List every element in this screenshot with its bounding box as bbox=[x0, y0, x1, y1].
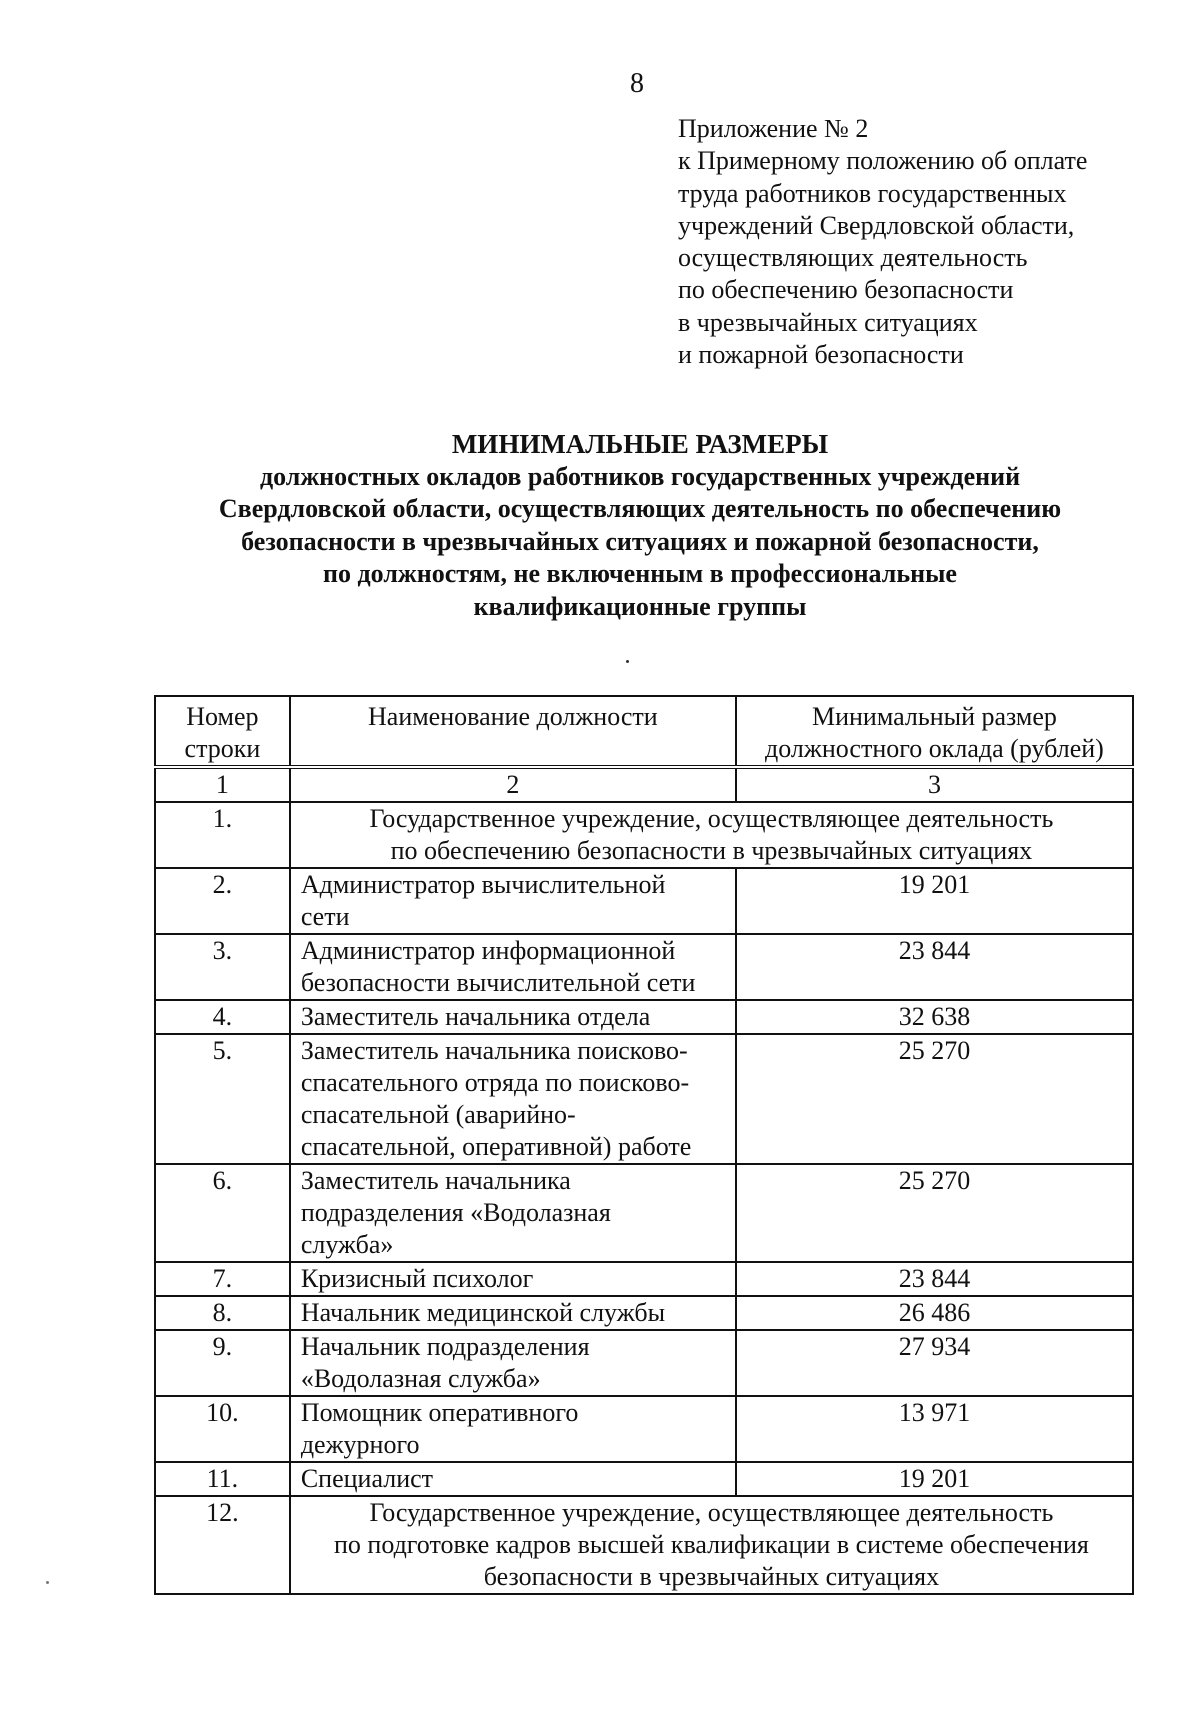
salary-value-cell: 32 638 bbox=[736, 1000, 1133, 1034]
cell-line: Администратор вычислительной bbox=[300, 870, 666, 899]
cell-line: спасательной, оперативной) работе bbox=[300, 1132, 692, 1161]
table-row bbox=[155, 1496, 1133, 1594]
position-name-cell bbox=[290, 1330, 736, 1396]
cell-line: подразделения «Водолазная bbox=[300, 1198, 611, 1227]
salary-value-cell: 25 270 bbox=[736, 1164, 1133, 1262]
table-row bbox=[155, 934, 1133, 1000]
document-title bbox=[130, 428, 1150, 623]
appendix-line: учреждений Свердловской области, bbox=[678, 210, 1075, 240]
cell-line: Администратор информационной bbox=[300, 936, 676, 965]
row-number-cell: 6. bbox=[155, 1164, 290, 1262]
table-row bbox=[155, 868, 1133, 934]
position-name-cell bbox=[290, 868, 736, 934]
header-row-number bbox=[155, 696, 290, 767]
cell-line: Начальник подразделения bbox=[300, 1332, 590, 1361]
position-name-cell bbox=[290, 1462, 736, 1496]
cell-line: Кризисный психолог bbox=[300, 1264, 534, 1293]
cell-line: Помощник оперативного bbox=[300, 1398, 579, 1427]
appendix-block bbox=[678, 113, 1087, 371]
header-text: Наименование должности bbox=[368, 702, 658, 731]
page-number: 8 bbox=[630, 68, 644, 99]
table-row bbox=[155, 1164, 1133, 1262]
table-header-row bbox=[155, 696, 1133, 767]
row-number-cell: 5. bbox=[155, 1034, 290, 1164]
row-number-cell: 12. bbox=[155, 1496, 290, 1594]
cell-line: спасательного отряда по поисково- bbox=[300, 1068, 690, 1097]
row-number-cell: 11. bbox=[155, 1462, 290, 1496]
title-line: квалификационные группы bbox=[473, 591, 807, 621]
row-number-cell: 2. bbox=[155, 868, 290, 934]
scan-speck bbox=[46, 1581, 49, 1584]
row-number-cell: 9. bbox=[155, 1330, 290, 1396]
salary-value-cell: 19 201 bbox=[736, 1462, 1133, 1496]
header-text: строки bbox=[184, 734, 261, 763]
cell-line: Государственное учреждение, осуществляющее деятельность bbox=[369, 1498, 1054, 1527]
cell-line: сети bbox=[300, 902, 350, 931]
header-text: Минимальный размер bbox=[811, 702, 1057, 731]
position-name-cell bbox=[290, 1000, 736, 1034]
index-cell: 2 bbox=[290, 767, 736, 802]
table-row bbox=[155, 802, 1133, 868]
position-name-cell bbox=[290, 934, 736, 1000]
salary-value-cell: 13 971 bbox=[736, 1396, 1133, 1462]
appendix-line: к Примерному положению об оплате bbox=[678, 146, 1088, 176]
header-text: Номер bbox=[186, 702, 259, 731]
header-min-salary bbox=[736, 696, 1133, 767]
position-name-cell bbox=[290, 1296, 736, 1330]
cell-line: Заместитель начальника отдела bbox=[300, 1002, 651, 1031]
salary-value-cell: 27 934 bbox=[736, 1330, 1133, 1396]
row-number-cell: 4. bbox=[155, 1000, 290, 1034]
index-cell: 3 bbox=[736, 767, 1133, 802]
salary-value-cell: 23 844 bbox=[736, 1262, 1133, 1296]
cell-line: служба» bbox=[300, 1230, 394, 1259]
cell-line: спасательной (аварийно- bbox=[300, 1100, 576, 1129]
cell-line: безопасности в чрезвычайных ситуациях bbox=[483, 1562, 940, 1591]
table-row bbox=[155, 1000, 1133, 1034]
cell-line: безопасности вычислительной сети bbox=[300, 968, 696, 997]
appendix-line: и пожарной безопасности bbox=[678, 340, 964, 370]
title-line: по должностям, не включенным в профессиональные bbox=[323, 559, 957, 588]
cell-line: Специалист bbox=[300, 1464, 434, 1493]
salary-value-cell: 23 844 bbox=[736, 934, 1133, 1000]
cell-line: Начальник медицинской службы bbox=[300, 1298, 666, 1327]
row-number-cell: 10. bbox=[155, 1396, 290, 1462]
scan-speck bbox=[626, 660, 629, 663]
institution-heading-cell bbox=[290, 1496, 1133, 1594]
index-cell: 1 bbox=[155, 767, 290, 802]
header-text: должностного оклада (рублей) bbox=[765, 734, 1104, 763]
appendix-line: Приложение № 2 bbox=[678, 114, 869, 143]
title-main: МИНИМАЛЬНЫЕ РАЗМЕРЫ bbox=[451, 429, 829, 459]
table-row bbox=[155, 1034, 1133, 1164]
salary-value-cell: 26 486 bbox=[736, 1296, 1133, 1330]
position-name-cell bbox=[290, 1034, 736, 1164]
cell-line: Заместитель начальника поисково- bbox=[300, 1036, 688, 1065]
appendix-line: в чрезвычайных ситуациях bbox=[678, 307, 978, 337]
position-name-cell bbox=[290, 1164, 736, 1262]
table-row bbox=[155, 1296, 1133, 1330]
appendix-line: труда работников государственных bbox=[678, 178, 1067, 208]
table-row bbox=[155, 1396, 1133, 1462]
title-line: безопасности в чрезвычайных ситуациях и пожарной безопасности, bbox=[241, 526, 1039, 556]
cell-line: дежурного bbox=[300, 1430, 420, 1459]
row-number-cell: 1. bbox=[155, 802, 290, 868]
institution-heading-cell bbox=[290, 802, 1133, 868]
position-name-cell bbox=[290, 1396, 736, 1462]
appendix-line: по обеспечению безопасности bbox=[678, 275, 1014, 305]
table-row bbox=[155, 1330, 1133, 1396]
cell-line: по подготовке кадров высшей квалификации в системе обеспечения bbox=[333, 1530, 1089, 1559]
position-name-cell bbox=[290, 1262, 736, 1296]
table-row bbox=[155, 1262, 1133, 1296]
row-number-cell: 7. bbox=[155, 1262, 290, 1296]
salary-table bbox=[154, 695, 1134, 1595]
header-position-name bbox=[290, 696, 736, 767]
title-line: должностных окладов работников государственных учреждений bbox=[259, 461, 1021, 491]
salary-value-cell: 25 270 bbox=[736, 1034, 1133, 1164]
cell-line: «Водолазная служба» bbox=[300, 1364, 541, 1393]
salary-value-cell: 19 201 bbox=[736, 868, 1133, 934]
appendix-line: осуществляющих деятельность bbox=[678, 243, 1028, 273]
row-number-cell: 3. bbox=[155, 934, 290, 1000]
table-index-row bbox=[155, 767, 1133, 802]
cell-line: по обеспечению безопасности в чрезвычайных ситуациях bbox=[390, 836, 1033, 865]
cell-line: Государственное учреждение, осуществляющее деятельность bbox=[369, 804, 1054, 833]
row-number-cell: 8. bbox=[155, 1296, 290, 1330]
title-line: Свердловской области, осуществляющих деятельность по обеспечению bbox=[218, 494, 1062, 523]
table-row bbox=[155, 1462, 1133, 1496]
cell-line: Заместитель начальника bbox=[300, 1166, 571, 1195]
